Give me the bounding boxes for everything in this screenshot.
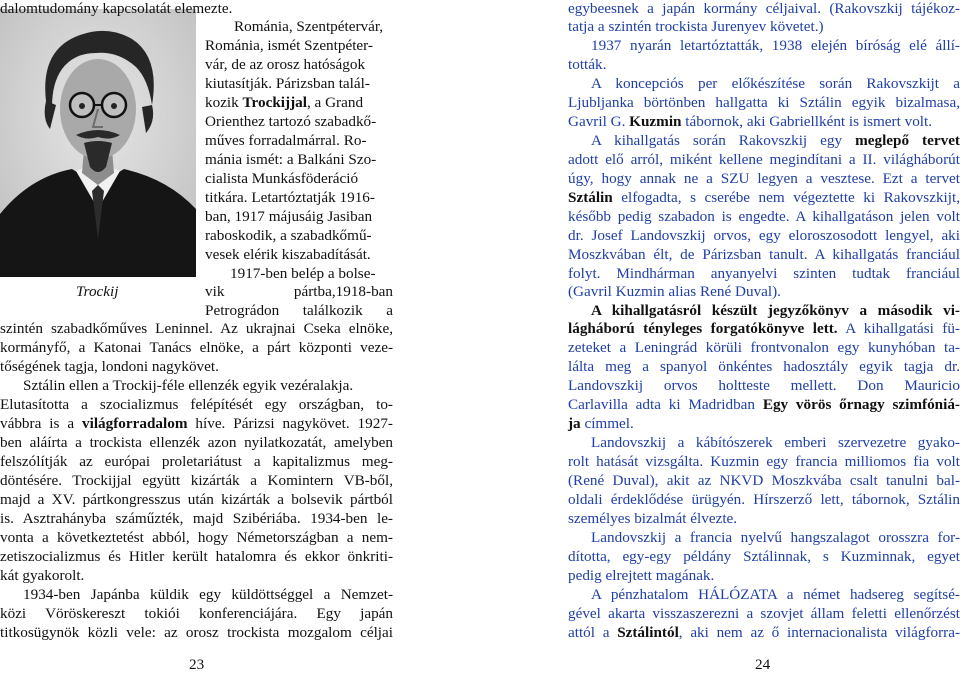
text-line: [568, 0, 960, 18]
text-span: felszólítják az európai proletariátust a kapitalizmus meg-: [0, 453, 393, 470]
text-span: személyes bizalmát élvezte.: [568, 510, 738, 527]
text-span: attól a: [568, 624, 618, 641]
text-span: dította, egy-egy példány Sztálinnak, s Kuzminnak, egyet: [568, 548, 960, 565]
text-span: híve. Párizsi nagykövet. 1927-: [187, 415, 393, 432]
text-span: tőségének tagja, londoni nagykövet.: [0, 358, 219, 375]
text-span: gével akarta visszaszerezni a szovjet állam feletti ellenőrzést: [568, 605, 960, 622]
text-line: [205, 208, 372, 226]
text-span: Gavril G.: [568, 113, 630, 130]
text-line: [568, 548, 960, 566]
text-line: [568, 472, 960, 490]
text-span: tották.: [568, 56, 607, 73]
text-span: vik pártba,1918-ban: [205, 283, 393, 300]
text-span: is. Asztrahányba száműzték, majd Szibériába. 1934-ben le-: [0, 510, 393, 527]
text-span: titkára. Letartóztatják 1916-: [205, 189, 375, 206]
left-page: [0, 0, 400, 671]
text-line: [0, 529, 393, 547]
text-span: A kihallgatás során Rakovszkij egy: [591, 132, 856, 149]
text-span: Sztálin ellen a Trockij-féle ellenzék egyik vezéralakja.: [23, 377, 354, 394]
text-span: A kihallgatási fü-: [837, 320, 960, 337]
text-span: műves forradalmárral. Ro-: [205, 132, 367, 149]
bold-text: Sztálin: [568, 189, 613, 206]
text-line: [205, 170, 358, 188]
text-line: [230, 265, 376, 283]
text-span: kormányfő, a Katonai Tanács elnöke, a párt központi veze-: [0, 339, 393, 356]
text-span: Elutasította a szocializmus felépítését egy országban, to-: [0, 396, 393, 413]
text-line: [568, 396, 960, 414]
text-span: 1934-ben Japánba küldik egy küldöttséggel a Nemzet-: [23, 586, 393, 603]
text-span: úgy, hogy annak ne a SZU legyen a vesztese. Ezt a tervet: [568, 170, 960, 187]
text-span: kiutasítják. Párizsban talál-: [205, 75, 370, 92]
text-span: A koncepciós per előkészítése során Rakovszkijt a: [591, 75, 960, 92]
text-line: [568, 567, 714, 585]
text-span: kát gyakorolt.: [0, 567, 85, 584]
text-span: lálta meg a spanyol önkéntes hadosztály egyik tagja dr.: [568, 358, 960, 375]
text-line: [568, 246, 960, 264]
text-line: [568, 358, 960, 376]
text-line: [0, 434, 393, 452]
text-line: [568, 208, 960, 226]
text-line: [568, 339, 960, 357]
text-span: közi Vöröskereszt tokiói konferenciájára. Egy japán: [0, 605, 393, 622]
text-line: [568, 453, 960, 471]
text-span: ban, 1917 májusáig Jasiban: [205, 208, 373, 225]
text-span: dr. Josef Landovszkij orvos, egy eloroszosodott lengyel, aki: [568, 227, 960, 244]
text-span: Landovszkij a kábítószerek emberi szervezetre gyako-: [591, 434, 960, 451]
text-line: [0, 358, 219, 376]
text-span: vesek elérik kiszabadítását.: [205, 246, 371, 263]
text-line: [205, 94, 363, 112]
text-line: [205, 132, 367, 150]
text-line: [0, 548, 393, 566]
text-span: rolt hatását vizsgálta. Kuzmin egy francia milliomos fia volt: [568, 453, 960, 470]
text-span: tábornok, aki Gabriellként is ismert volt.: [681, 113, 933, 130]
trotsky-portrait: [0, 9, 196, 277]
text-line: [568, 151, 960, 169]
text-span: pedig elrejtett magának.: [568, 567, 715, 584]
text-span: mánia ismét: a Balkáni Szo-: [205, 151, 377, 168]
text-span: Románia, Szentpétervár,: [234, 18, 384, 35]
text-line: [0, 396, 393, 414]
text-span: (Gavril Kuzmin alias René Duval).: [568, 283, 781, 300]
text-line: [23, 377, 353, 395]
text-span: dalomtudomány kapcsolatát elemezte.: [0, 0, 233, 17]
text-line: [568, 624, 960, 642]
text-line: [0, 453, 393, 471]
text-span: Carlavilla adta ki Madridban: [568, 396, 763, 413]
text-line: [568, 18, 824, 36]
text-line: [568, 94, 960, 112]
bold-text: Sztálintól: [617, 624, 679, 641]
text-span: Petrográdon találkozik a: [205, 302, 393, 319]
text-line: [205, 37, 373, 55]
bold-text: lágháború tényleges forgatókönyve lett.: [568, 320, 838, 337]
bold-text: ja: [568, 415, 581, 432]
text-line: [568, 56, 606, 74]
text-line: [0, 415, 393, 433]
text-span: cialista Munkásföderáció: [205, 170, 359, 187]
text-line: [205, 75, 370, 93]
text-line: [568, 320, 960, 338]
text-line: [205, 246, 371, 264]
text-line: [568, 265, 960, 283]
text-line: [205, 113, 376, 131]
text-span: , a Grand: [306, 94, 364, 111]
bold-text: világforradalom: [82, 415, 188, 432]
text-line: [568, 415, 634, 433]
text-line: [205, 302, 393, 320]
text-span: adott elő arról, miként kellene megindítani a II. világháborút: [568, 151, 960, 168]
text-line: [591, 586, 960, 604]
page-number-right: 24: [755, 656, 771, 673]
bold-text: Egy vörös őrnagy szimfóniá-: [762, 396, 960, 413]
text-span: címmel.: [580, 415, 634, 432]
text-line: [205, 227, 372, 245]
text-span: 1917-ben belép a bolse-: [230, 265, 376, 282]
text-line: [0, 624, 393, 642]
text-line: [234, 18, 383, 36]
text-line: [0, 0, 232, 18]
page-number-left: 23: [189, 656, 205, 673]
bold-text: Kuzmin: [629, 113, 682, 130]
text-span: vár, de az orosz hatóságok: [205, 56, 366, 73]
text-span: zetiszocializmus és Hitler került hatalomra és ekkor önkriti-: [0, 548, 393, 565]
text-line: [591, 75, 960, 93]
text-line: [0, 605, 393, 623]
text-line: [568, 283, 781, 301]
text-line: [568, 605, 960, 623]
text-span: Landovszkij orvos holtteste mellett. Don Mauricio: [568, 377, 960, 394]
text-span: folyt. Mindhárman anyanyelvi szinten tudtak franciául: [568, 265, 960, 282]
text-line: [568, 113, 932, 131]
text-line: [591, 302, 960, 320]
text-span: Orienthez tartozó szabadkő-: [205, 113, 377, 130]
text-span: Landovszkij a francia nyelvű hangszalagot orosszra for-: [591, 529, 960, 546]
text-line: [591, 37, 960, 55]
text-line: [591, 434, 960, 452]
text-span: oldali érdeklődése ürügyén. Hírszerző lett, tábornok, Sztálin: [568, 491, 960, 508]
text-span: vábbra is a: [0, 415, 83, 432]
text-span: , aki nem az ő internacionalista világforra-: [678, 624, 960, 641]
text-line: [591, 132, 960, 150]
text-span: 1937 nyarán letartóztatták, 1938 elején bíróság elé állí-: [591, 37, 960, 54]
right-page: [568, 0, 960, 671]
text-line: [23, 586, 393, 604]
text-span: Románia, ismét Szentpéter-: [205, 37, 373, 54]
text-line: [205, 283, 393, 301]
text-span: szintén szabadkőműves Leninnel. Az ukrajnai Cseka elnöke,: [0, 320, 393, 337]
text-span: elfogadta, s cserébe nem végeztette ki Rakovszkijt,: [612, 189, 960, 206]
bold-text: meglepő tervet: [855, 132, 960, 149]
text-line: [0, 567, 84, 585]
text-line: [568, 510, 737, 528]
text-line: [0, 510, 393, 528]
photo-caption: Trockij: [76, 283, 119, 300]
text-line: [568, 189, 960, 207]
text-line: [568, 377, 960, 395]
text-line: [568, 170, 960, 188]
text-line: [0, 320, 393, 338]
text-span: ben aláírta a trockista ellenzék azon nyilatkozatát, amelyben: [0, 434, 393, 451]
text-span: (René Duval), akit az NKVD Moszkvába csalt tanulni bal-: [568, 472, 960, 489]
text-span: Ljubljanka börtönben hallgatta ki Sztálin egyik bizalmasa,: [568, 94, 960, 111]
text-line: [0, 472, 393, 490]
text-span: raboskodik, a szabadkőmű-: [205, 227, 372, 244]
text-span: vonta a következtetést abból, hogy Németországban a nem-: [0, 529, 393, 546]
text-line: [205, 56, 365, 74]
text-line: [0, 339, 393, 357]
text-line: [568, 491, 960, 509]
text-span: Moszkvában élt, de Párizsban tanult. A kihallgatás franciául: [568, 246, 960, 263]
text-span: A pénzhatalom HÁLÓZATA a német hadsereg segítsé-: [591, 586, 960, 603]
bold-text: A kihallgatásról készült jegyzőkönyv a második vi-: [591, 302, 960, 319]
bold-text: Trockijjal: [242, 94, 307, 111]
text-span: zeteket a Leningrád körüli frontvonalon egy kunyhóban ta-: [568, 339, 960, 356]
text-line: [568, 227, 960, 245]
text-span: majd a XV. pártkongresszus után kizárták a bolsevik pártból: [0, 491, 393, 508]
text-line: [205, 151, 376, 169]
text-span: kozik: [205, 94, 243, 111]
text-line: [0, 491, 393, 509]
text-line: [205, 189, 375, 207]
text-span: titkosügynök közli vele: az orosz trockista mozgalom céljai: [0, 624, 393, 641]
text-line: [591, 529, 960, 547]
text-span: később pedig szabadon is engedte. A kihallgatáson jelen volt: [568, 208, 960, 225]
text-span: tatja a szintén trockista Jurenyev követet.): [568, 18, 824, 35]
text-span: döntésére. Trockijjal együtt kizárták a Komintern VB-ből,: [0, 472, 393, 489]
text-span: egybeesnek a japán kormány céljaival. (Rakovszkij tájékoz-: [568, 0, 960, 17]
